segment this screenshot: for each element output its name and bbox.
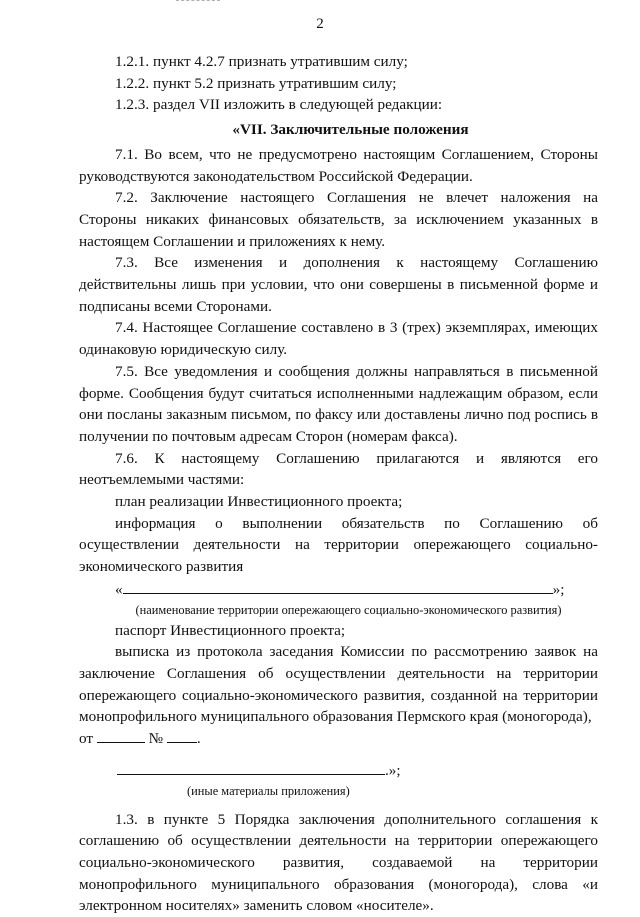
protocol-date-blank (97, 728, 145, 743)
attachment-passport: паспорт Инвестиционного проекта; (79, 620, 598, 642)
territory-name-blank (123, 579, 553, 594)
item-1-2-3: 1.2.3. раздел VII изложить в следующей редакции: (79, 94, 598, 116)
number-label: № (149, 730, 164, 747)
document-body (79, 51, 598, 917)
attachment-info: информация о выполнении обязательств по Соглашению об осуществлении деятельности на территории опережающего социально-экономического развития (79, 513, 598, 578)
close-quote: »; (553, 581, 565, 598)
clause-7-6: 7.6. К настоящему Соглашению прилагаются и являются его неотъемлемыми частями: (79, 448, 598, 491)
open-quote: « (115, 581, 123, 598)
protocol-end: . (197, 730, 201, 747)
clause-7-5: 7.5. Все уведомления и сообщения должны направляться в письменной форме. Сообщения будут считаться исполненными надлежащим образом, если они посланы заказным письмом, по факсу или доставлены лично под роспись в получении по почтовым адресам Сторон (номерам факса). (79, 361, 598, 448)
territory-name-caption: (наименование территории опережающего социально-экономического развития) (79, 601, 598, 620)
clause-7-4: 7.4. Настоящее Соглашение составлено в 3 (трех) экземплярах, имеющих одинаковую юридическую силу. (79, 317, 598, 360)
item-1-2-1: 1.2.1. пункт 4.2.7 признать утратившим силу; (79, 51, 598, 73)
clause-7-2: 7.2. Заключение настоящего Соглашения не влечет наложения на Стороны никаких финансовых обязательств, за исключением указанных в настоящем Соглашении и приложениях к нему. (79, 187, 598, 252)
page-number: 2 (0, 16, 640, 33)
section-heading: «VII. Заключительные положения (79, 119, 598, 141)
clause-7-1: 7.1. Во всем, что не предусмотрено настоящим Соглашением, Стороны руководствуются законодательством Российской Федерации. (79, 144, 598, 187)
other-materials-caption: (иные материалы приложения) (79, 782, 598, 801)
protocol-number-blank (167, 728, 197, 743)
clause-7-3: 7.3. Все изменения и дополнения к настоящему Соглашению действительны лишь при условии, что они совершены в письменной форме и подписаны всеми Сторонами. (79, 252, 598, 317)
attachment-protocol: выписка из протокола заседания Комиссии по рассмотрению заявок на заключение Соглашения об осуществлении деятельности на территории опережающего социально-экономического развития, созданной на территории монопрофильного муниципального образования Пермского края (моногорода), (79, 641, 598, 728)
from-label: от (79, 730, 93, 747)
item-1-3: 1.3. в пункте 5 Порядка заключения дополнительного соглашения к соглашению об осуществлении деятельности на территории опережающего социально-экономического развития, создаваемой на территории монопрофильного муниципального образования (моногорода), слова «и электронном носителях» заменить словом «носителе». (79, 809, 598, 917)
protocol-date-line (79, 728, 598, 750)
item-1-2-2: 1.2.2. пункт 5.2 признать утратившим силу; (79, 73, 598, 95)
attachment-plan: план реализации Инвестиционного проекта; (79, 491, 598, 513)
other-materials-close: .»; (385, 762, 401, 779)
territory-name-line (79, 579, 598, 601)
other-materials-blank (117, 760, 385, 775)
scan-artifact (176, 0, 220, 3)
other-materials-line (79, 760, 598, 782)
